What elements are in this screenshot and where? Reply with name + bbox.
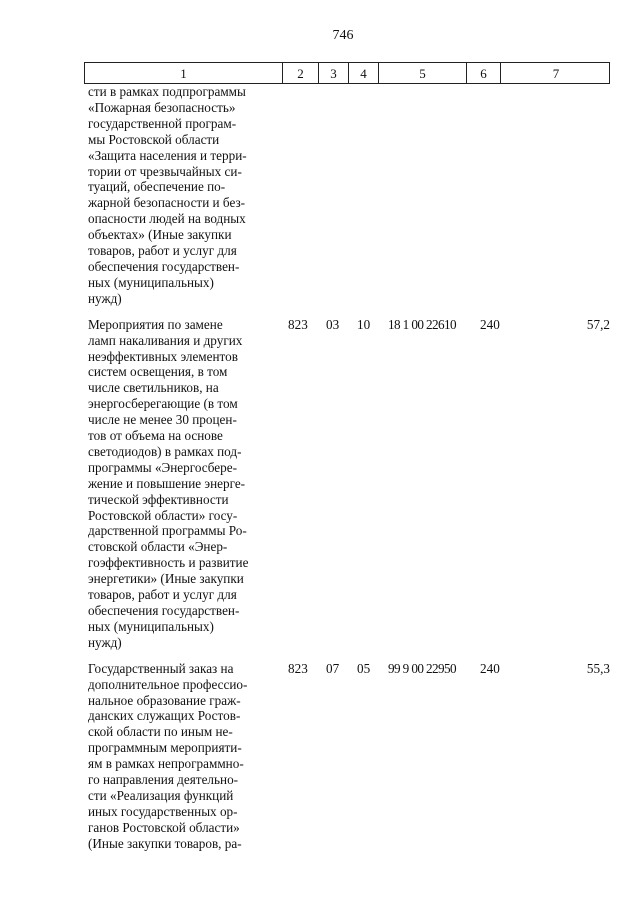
row-section-code: 07	[326, 660, 340, 676]
row-description: Мероприятия по замене ламп накаливания и других неэффективных элементов систем освещения, в том числе светильников, на энергосберегающие (в том числе не менее 30 процен- тов от объема на основе светодиодов) в рамках под- программы «Энергосбере- жение и повышение энерге- тической эффективности Ростовской области» госу- дарственной программы Ро- стовской области «Энер- гоэффективность и развитие энергетики» (Иные закупки товаров, работ и услуг для обеспечения государствен- ных (муниципальных) нужд)	[88, 316, 249, 650]
row-target-article: 99 9 00 22950	[388, 660, 457, 676]
row-expense-type: 240	[480, 660, 500, 676]
row-target-article: 18 1 00 22610	[388, 316, 457, 332]
header-col-7: 7	[552, 65, 560, 81]
header-col-2: 2	[283, 63, 319, 83]
row-amount: 55,3	[586, 660, 610, 676]
table-row	[84, 661, 610, 852]
table-row	[84, 84, 610, 307]
header-col-1: 1	[85, 63, 283, 83]
row-subsection-code: 05	[357, 660, 371, 676]
row-expense-type: 240	[480, 316, 500, 332]
row-ministry-code: 823	[288, 316, 308, 332]
table-body	[84, 84, 610, 852]
header-col-5: 5	[379, 63, 467, 83]
header-col-6: 6	[467, 63, 501, 83]
row-description: Государственный заказ на дополнительное профессио- нальное образование граж- данских служащих Ростов- ской области по иным не- программным мероприяти- ям в рамках непрограммно- го направления деятельно- сти «Реализация функций иных государственных ор- ганов Ростовской области» (Иные закупки товаров, ра-	[88, 660, 248, 851]
row-section-code: 03	[326, 316, 340, 332]
row-description: сти в рамках подпрограммы «Пожарная безопасность» государственной програм- мы Ростовской области «Защита населения и терри- тории от чрезвычайных си- туаций, обеспечение по- жарной безопасности и без- опасности людей на водных объектах» (Иные закупки товаров, работ и услуг для обеспечения государствен- ных (муниципальных) нужд)	[88, 84, 247, 306]
header-col-3: 3	[319, 63, 349, 83]
row-subsection-code: 10	[357, 316, 371, 332]
table-header	[84, 62, 610, 84]
row-amount: 57,2	[586, 316, 610, 332]
row-ministry-code: 823	[288, 660, 308, 676]
header-col-4: 4	[349, 63, 379, 83]
page-number: 746	[332, 28, 354, 43]
table-row	[84, 317, 610, 651]
